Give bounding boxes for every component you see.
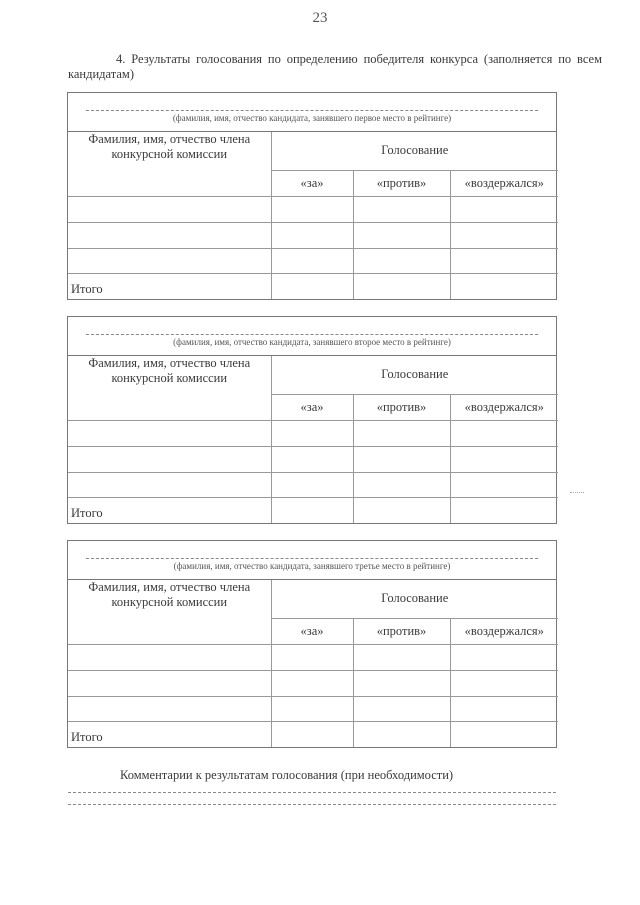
- vote-grid: [68, 580, 558, 747]
- for-cell[interactable]: [271, 670, 353, 696]
- page-number: 23: [312, 10, 328, 26]
- table-row: [68, 420, 558, 446]
- against-total-cell[interactable]: [353, 273, 450, 299]
- vote-grid: [68, 132, 558, 299]
- vote-grid: [68, 356, 558, 523]
- for-cell[interactable]: [271, 222, 353, 248]
- against-cell[interactable]: [353, 644, 450, 670]
- for-cell[interactable]: [271, 420, 353, 446]
- abstained-cell[interactable]: [450, 420, 558, 446]
- total-label: Итого: [68, 497, 271, 523]
- col-against-header: «против»: [353, 170, 450, 196]
- candidate-caption: (фамилия, имя, отчество кандидата, занявшего второе место в рейтинге): [173, 337, 451, 347]
- col-against-header: «против»: [353, 618, 450, 644]
- table-row: [68, 196, 558, 222]
- member-cell[interactable]: [68, 644, 271, 670]
- member-cell[interactable]: [68, 472, 271, 497]
- member-name-header: Фамилия, имя, отчество члена конкурсной комиссии: [68, 356, 271, 420]
- against-cell[interactable]: [353, 670, 450, 696]
- total-label: Итого: [68, 273, 271, 299]
- col-abstained-header: «воздержался»: [450, 618, 558, 644]
- candidate-name-row: [68, 541, 556, 580]
- table-row: [68, 222, 558, 248]
- table-row: [68, 248, 558, 273]
- table-row: [68, 644, 558, 670]
- table-row: [68, 446, 558, 472]
- for-total-cell[interactable]: [271, 273, 353, 299]
- total-row: [68, 721, 558, 747]
- member-name-header: Фамилия, имя, отчество члена конкурсной комиссии: [68, 580, 271, 644]
- for-cell[interactable]: [271, 196, 353, 222]
- for-cell[interactable]: [271, 472, 353, 497]
- against-cell[interactable]: [353, 248, 450, 273]
- col-abstained-header: «воздержался»: [450, 394, 558, 420]
- abstained-total-cell[interactable]: [450, 721, 558, 747]
- abstained-cell[interactable]: [450, 248, 558, 273]
- col-abstained-header: «воздержался»: [450, 170, 558, 196]
- abstained-cell[interactable]: [450, 472, 558, 497]
- member-name-header: Фамилия, имя, отчество члена конкурсной комиссии: [68, 132, 271, 196]
- member-cell[interactable]: [68, 670, 271, 696]
- against-total-cell[interactable]: [353, 497, 450, 523]
- abstained-cell[interactable]: [450, 446, 558, 472]
- for-cell[interactable]: [271, 248, 353, 273]
- margin-mark: [570, 492, 584, 493]
- against-cell[interactable]: [353, 420, 450, 446]
- candidate-caption: (фамилия, имя, отчество кандидата, занявшего третье место в рейтинге): [173, 561, 451, 571]
- col-against-header: «против»: [353, 394, 450, 420]
- table-row: [68, 696, 558, 721]
- against-cell[interactable]: [353, 472, 450, 497]
- candidate-name-row: [68, 93, 556, 132]
- against-total-cell[interactable]: [353, 721, 450, 747]
- comment-line[interactable]: [68, 792, 556, 793]
- comment-line[interactable]: [68, 804, 556, 805]
- for-cell[interactable]: [271, 696, 353, 721]
- abstained-cell[interactable]: [450, 222, 558, 248]
- comments-label: Комментарии к результатам голосования (при необходимости): [120, 768, 454, 782]
- col-for-header: «за»: [271, 618, 353, 644]
- member-cell[interactable]: [68, 446, 271, 472]
- against-cell[interactable]: [353, 222, 450, 248]
- for-cell[interactable]: [271, 446, 353, 472]
- col-for-header: «за»: [271, 394, 353, 420]
- member-cell[interactable]: [68, 248, 271, 273]
- candidate-name-row: [68, 317, 556, 356]
- for-total-cell[interactable]: [271, 497, 353, 523]
- voting-header: Голосование: [271, 132, 558, 170]
- against-cell[interactable]: [353, 196, 450, 222]
- member-cell[interactable]: [68, 196, 271, 222]
- for-cell[interactable]: [271, 644, 353, 670]
- col-for-header: «за»: [271, 170, 353, 196]
- abstained-cell[interactable]: [450, 644, 558, 670]
- member-cell[interactable]: [68, 696, 271, 721]
- vote-table-first-place: [67, 92, 557, 300]
- abstained-total-cell[interactable]: [450, 273, 558, 299]
- abstained-cell[interactable]: [450, 696, 558, 721]
- member-cell[interactable]: [68, 222, 271, 248]
- table-row: [68, 472, 558, 497]
- table-row: [68, 670, 558, 696]
- section-intro: 4. Результаты голосования по определению победителя конкурса (заполняется по всем кандидатам): [68, 52, 602, 81]
- vote-table-second-place: [67, 316, 557, 524]
- abstained-total-cell[interactable]: [450, 497, 558, 523]
- total-label: Итого: [68, 721, 271, 747]
- against-cell[interactable]: [353, 696, 450, 721]
- total-row: [68, 497, 558, 523]
- voting-header: Голосование: [271, 356, 558, 394]
- vote-table-third-place: [67, 540, 557, 748]
- abstained-cell[interactable]: [450, 670, 558, 696]
- candidate-name-line[interactable]: [86, 110, 538, 111]
- member-cell[interactable]: [68, 420, 271, 446]
- total-row: [68, 273, 558, 299]
- voting-header: Голосование: [271, 580, 558, 618]
- candidate-caption: (фамилия, имя, отчество кандидата, занявшего первое место в рейтинге): [172, 113, 452, 123]
- for-total-cell[interactable]: [271, 721, 353, 747]
- against-cell[interactable]: [353, 446, 450, 472]
- abstained-cell[interactable]: [450, 196, 558, 222]
- candidate-name-line[interactable]: [86, 334, 538, 335]
- candidate-name-line[interactable]: [86, 558, 538, 559]
